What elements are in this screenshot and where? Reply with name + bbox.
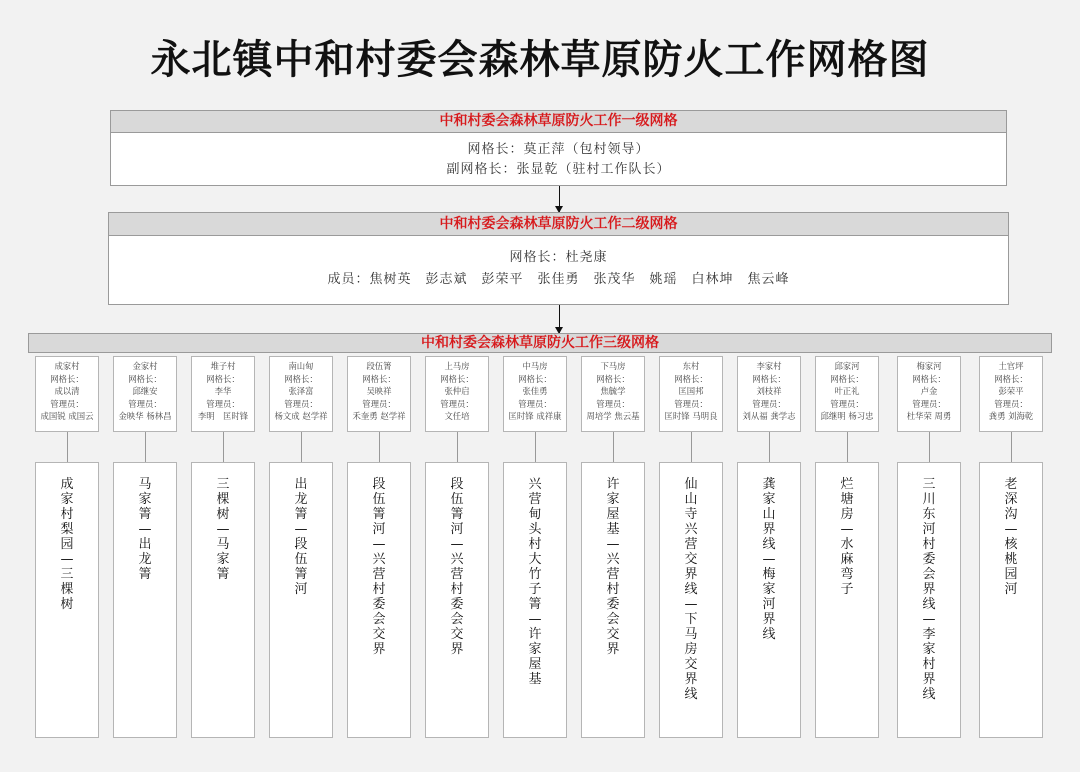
- grid-village-name: 下马房: [600, 361, 626, 371]
- grid-connector-line: [379, 432, 380, 462]
- grid-village-name: 李家村: [756, 361, 782, 371]
- grid-leader-label: 网格长：: [206, 373, 240, 384]
- grid-connector-line: [929, 432, 930, 462]
- grid-area-text: 成家村梨园—三棵树: [60, 477, 74, 612]
- grid-leader-name: 张仲启: [444, 386, 470, 396]
- grid-cell: [269, 356, 333, 432]
- grid-manager-label: 管理员：: [518, 398, 552, 409]
- grid-area-text: 段伍箐河—兴营村委会交界: [450, 477, 464, 657]
- grid-manager-label: 管理员：: [206, 398, 240, 409]
- grid-area-text: 出龙箐—段伍箐河: [294, 477, 308, 597]
- grid-leader-name: 成以清: [54, 386, 80, 396]
- grid-leader-label: 网格长：: [994, 373, 1028, 384]
- grid-connector-line: [535, 432, 536, 462]
- grid-manager-names: 杜华荣 周勇: [906, 411, 952, 421]
- grid-connector-line: [691, 432, 692, 462]
- level2-grid-leader: 网格长：杜尧康: [509, 250, 608, 265]
- level1-grid-box: [110, 110, 1007, 186]
- level2-grid-box: [108, 212, 1009, 305]
- grid-area-box: [979, 462, 1043, 738]
- grid-area-text: 老深沟—核桃园河: [1004, 477, 1018, 597]
- grid-cell: [113, 356, 177, 432]
- grid-manager-label: 管理员：: [912, 398, 946, 409]
- grid-village-name: 上马房: [444, 361, 470, 371]
- grid-connector-line: [1011, 432, 1012, 462]
- grid-area-text: 烂塘房—水麻弯子: [840, 477, 854, 597]
- level1-deputy-leader: 副网格长：张显乾（驻村工作队长）: [446, 162, 671, 177]
- grid-manager-label: 管理员：: [674, 398, 708, 409]
- grid-area-box: [191, 462, 255, 738]
- grid-connector-line: [145, 432, 146, 462]
- grid-area-box: [269, 462, 333, 738]
- grid-leader-label: 网格长：: [50, 373, 84, 384]
- grid-area-text: 龚家山界线—梅家河界线: [762, 477, 776, 642]
- grid-village-name: 金家村: [132, 361, 158, 371]
- grid-area-box: [113, 462, 177, 738]
- grid-cell: [191, 356, 255, 432]
- grid-area-box: [503, 462, 567, 738]
- grid-leader-name: 匡国邦: [678, 386, 704, 396]
- grid-connector-line: [301, 432, 302, 462]
- grid-leader-name: 彭荣平: [998, 386, 1024, 396]
- grid-leader-name: 卢金: [920, 386, 938, 396]
- grid-leader-name: 焦毓学: [600, 386, 626, 396]
- grid-manager-names: 匡时锋 成祥康: [508, 411, 562, 421]
- grid-leader-name: 刘枝祥: [756, 386, 782, 396]
- grid-leader-name: 邱继安: [132, 386, 158, 396]
- grid-manager-names: 邱继明 杨习忠: [820, 411, 874, 421]
- grid-manager-names: 金映华 杨林昌: [118, 411, 172, 421]
- grid-area-box: [815, 462, 879, 738]
- grid-manager-names: 成国锐 成国云: [40, 411, 94, 421]
- grid-cell: [581, 356, 645, 432]
- grid-manager-label: 管理员：: [362, 398, 396, 409]
- level2-grid-header: 中和村委会森林草原防火工作二级网格: [109, 213, 1008, 236]
- grid-cell: [35, 356, 99, 432]
- grid-area-text: 三川东河村委会界线—李家村界线: [922, 477, 936, 702]
- grid-village-name: 成家村: [54, 361, 80, 371]
- grid-area-text: 兴营甸头村大竹子箐—许家屋基: [528, 477, 542, 687]
- level3-grid-header: 中和村委会森林草原防火工作三级网格: [28, 333, 1052, 353]
- grid-area-text: 马家箐—出龙箐: [138, 477, 152, 582]
- grid-area-box: [425, 462, 489, 738]
- grid-village-name: 梅家河: [916, 361, 942, 371]
- grid-cell: [503, 356, 567, 432]
- grid-leader-name: 叶正礼: [834, 386, 860, 396]
- grid-leader-label: 网格长：: [362, 373, 396, 384]
- grid-manager-label: 管理员：: [128, 398, 162, 409]
- grid-leader-name: 吴映祥: [366, 386, 392, 396]
- grid-connector-line: [67, 432, 68, 462]
- grid-manager-names: 刘从福 龚学志: [742, 411, 796, 421]
- grid-area-text: 仙山寺兴营交界线—下马房交界线: [684, 477, 698, 702]
- grid-connector-line: [613, 432, 614, 462]
- grid-manager-label: 管理员：: [830, 398, 864, 409]
- grid-manager-names: 李明 匡时锋: [197, 411, 249, 421]
- grid-village-name: 邱家河: [834, 361, 860, 371]
- grid-area-box: [581, 462, 645, 738]
- grid-leader-label: 网格长：: [912, 373, 946, 384]
- grid-manager-names: 龚勇 刘海乾: [988, 411, 1034, 421]
- grid-leader-label: 网格长：: [752, 373, 786, 384]
- grid-cell: [815, 356, 879, 432]
- grid-area-text: 三棵树—马家箐: [216, 477, 230, 582]
- grid-manager-label: 管理员：: [994, 398, 1028, 409]
- grid-leader-name: 张佳勇: [522, 386, 548, 396]
- grid-area-box: [659, 462, 723, 738]
- grid-cell: [979, 356, 1043, 432]
- grid-area-box: [737, 462, 801, 738]
- grid-village-name: 段伍箐: [366, 361, 392, 371]
- grid-manager-names: 文任培: [444, 411, 470, 421]
- arrow-level2-to-level3: [559, 305, 560, 333]
- grid-village-name: 南山甸: [288, 361, 314, 371]
- grid-connector-line: [769, 432, 770, 462]
- grid-village-name: 东村: [682, 361, 700, 371]
- grid-leader-label: 网格长：: [596, 373, 630, 384]
- grid-manager-label: 管理员：: [284, 398, 318, 409]
- level1-grid-header: 中和村委会森林草原防火工作一级网格: [111, 111, 1006, 133]
- grid-connector-line: [457, 432, 458, 462]
- grid-manager-label: 管理员：: [752, 398, 786, 409]
- grid-manager-names: 周培学 焦云基: [586, 411, 640, 421]
- grid-leader-name: 张泽富: [288, 386, 314, 396]
- grid-cell: [425, 356, 489, 432]
- grid-leader-label: 网格长：: [440, 373, 474, 384]
- grid-leader-name: 李华: [214, 386, 232, 396]
- level2-grid-members: 成员：焦树英 彭志斌 彭荣平 张佳勇 张茂华 姚瑶 白林坤 焦云峰: [327, 272, 790, 287]
- page-title: 永北镇中和村委会森林草原防火工作网格图: [150, 37, 930, 83]
- grid-connector-line: [223, 432, 224, 462]
- grid-manager-names: 匡时锋 马明良: [664, 411, 718, 421]
- arrow-level1-to-level2: [559, 186, 560, 212]
- grid-village-name: 堆子村: [210, 361, 236, 371]
- grid-manager-names: 杨文成 赵学祥: [274, 411, 328, 421]
- grid-manager-label: 管理员：: [440, 398, 474, 409]
- grid-cell: [659, 356, 723, 432]
- grid-leader-label: 网格长：: [674, 373, 708, 384]
- grid-cell: [737, 356, 801, 432]
- grid-manager-label: 管理员：: [50, 398, 84, 409]
- grid-manager-names: 禾奎勇 赵学祥: [352, 411, 406, 421]
- grid-area-box: [347, 462, 411, 738]
- level1-grid-leader: 网格长：莫正萍（包村领导）: [467, 142, 650, 157]
- grid-area-box: [35, 462, 99, 738]
- grid-area-text: 许家屋基—兴营村委会交界: [606, 477, 620, 657]
- grid-cell: [897, 356, 961, 432]
- grid-area-box: [897, 462, 961, 738]
- grid-area-text: 段伍箐河—兴营村委会交界: [372, 477, 386, 657]
- grid-village-name: 中马房: [522, 361, 548, 371]
- grid-village-name: 土官坪: [998, 361, 1024, 371]
- grid-leader-label: 网格长：: [284, 373, 318, 384]
- grid-leader-label: 网格长：: [128, 373, 162, 384]
- grid-connector-line: [847, 432, 848, 462]
- grid-manager-label: 管理员：: [596, 398, 630, 409]
- grid-leader-label: 网格长：: [518, 373, 552, 384]
- grid-cell: [347, 356, 411, 432]
- grid-leader-label: 网格长：: [830, 373, 864, 384]
